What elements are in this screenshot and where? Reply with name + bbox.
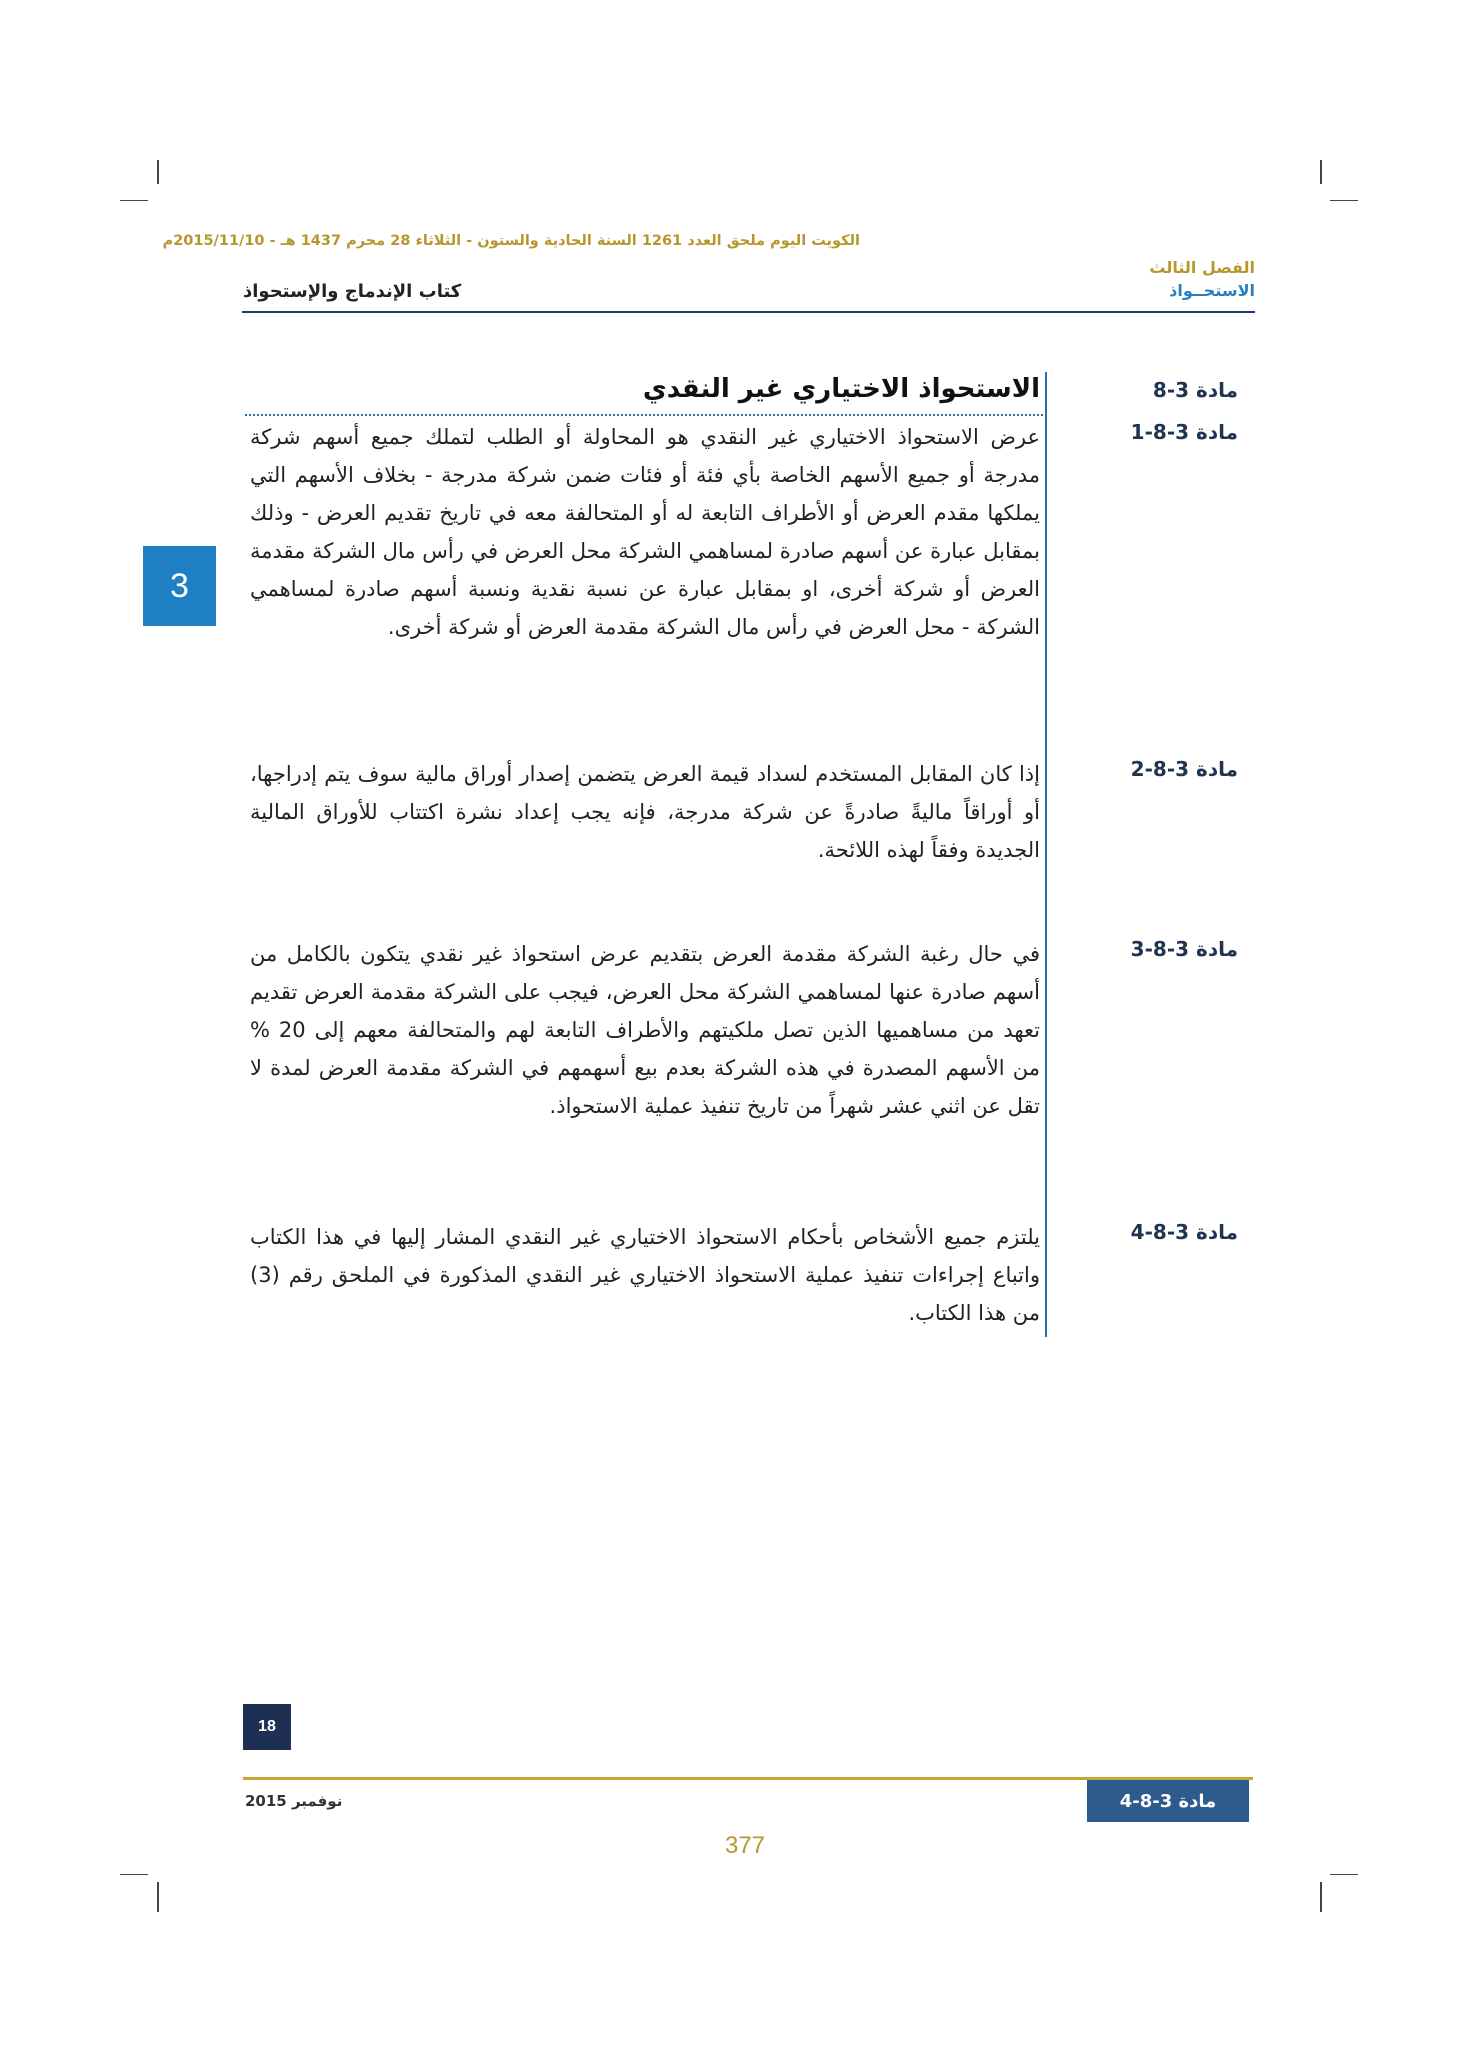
chapter-label: الفصل الثالث bbox=[1149, 258, 1255, 277]
book-title: كتاب الإندماج والإستحواذ bbox=[243, 281, 462, 302]
article-number: مادة 3-8-1 bbox=[1130, 420, 1238, 444]
page-folio: 377 bbox=[724, 1832, 766, 1859]
crop-mark bbox=[1320, 160, 1322, 184]
footer-date: نوفمبر 2015 bbox=[245, 1792, 343, 1810]
article-text: في حال رغبة الشركة مقدمة العرض بتقديم عرض استحواذ غير نقدي يتكون بالكامل من أسهم صادرة عنها لمساهمي الشركة محل العرض، فيجب على الشركة مقدمة العرض تقديم تعهد من مساهميها الذين تصل ملكيتهم والأطراف التابعة لهم والمتحالفة معهم إلى 20 % من الأسهم المصدرة في هذه الشركة بعدم بيع أسهمهم في الشركة مقدمة العرض لمدة لا تقل عن اثني عشر شهراً من تاريخ تنفيذ عملية الاستحواذ. bbox=[250, 942, 1040, 1118]
title-dotted-rule bbox=[245, 414, 1043, 416]
crop-mark bbox=[120, 1874, 148, 1875]
crop-mark bbox=[157, 160, 159, 184]
section-number: مادة 3-8 bbox=[1152, 378, 1238, 402]
article-text: يلتزم جميع الأشخاص بأحكام الاستحواذ الاختياري غير النقدي المشار إليها في هذا الكتاب واتباع إجراءات تنفيذ عملية الاستحواذ الاختياري غير النقدي المذكورة في الملحق رقم (3) من هذا الكتاب. bbox=[250, 1225, 1040, 1325]
crop-mark bbox=[1330, 200, 1358, 201]
inner-page-number: 18 bbox=[243, 1704, 291, 1750]
gazette-header-line: الكويت اليوم ملحق العدد 1261 السنة الحادية والستون - الثلاثاء 28 محرم 1437 هـ - 2015/11/10م bbox=[162, 233, 860, 249]
article-number: مادة 3-8-3 bbox=[1130, 937, 1238, 961]
chapter-side-tab: 3 bbox=[143, 546, 216, 626]
article-number: مادة 3-8-4 bbox=[1130, 1220, 1238, 1244]
section-title: الاستحواذ الاختياري غير النقدي bbox=[642, 374, 1040, 404]
crop-mark bbox=[157, 1882, 159, 1912]
footer-article-ref: مادة 3-8-4 bbox=[1087, 1780, 1249, 1822]
section-label: الاستحــواذ bbox=[1169, 281, 1255, 300]
article-number: مادة 3-8-2 bbox=[1130, 757, 1238, 781]
article-text: إذا كان المقابل المستخدم لسداد قيمة العرض يتضمن إصدار أوراق مالية سوف يتم إدراجها، أو أوراقاً ماليةً صادرةً عن شركة مدرجة، فإنه يجب إعداد نشرة اكتتاب للأوراق المالية الجديدة وفقاً لهذه اللائحة. bbox=[250, 762, 1040, 862]
article-text: عرض الاستحواذ الاختياري غير النقدي هو المحاولة أو الطلب لتملك جميع أسهم شركة مدرجة أو جميع الأسهم الخاصة بأي فئة أو فئات ضمن شركة مدرجة - بخلاف الأسهم التي يملكها مقدم العرض أو الأطراف التابعة له أو المتحالفة معه في تاريخ تقديم العرض - وذلك بمقابل عبارة عن أسهم صادرة لمساهمي الشركة محل العرض في رأس مال الشركة مقدمة العرض أو شركة أخرى، او بمقابل عبارة عن نسبة نقدية ونسبة أسهم صادرة لمساهمي الشركة - محل العرض في رأس مال الشركة مقدمة العرض أو شركة أخرى. bbox=[250, 425, 1040, 639]
column-divider bbox=[1045, 372, 1047, 1337]
crop-mark bbox=[1320, 1882, 1322, 1912]
crop-mark bbox=[120, 200, 148, 201]
header-rule bbox=[242, 311, 1255, 313]
crop-mark bbox=[1330, 1874, 1358, 1875]
